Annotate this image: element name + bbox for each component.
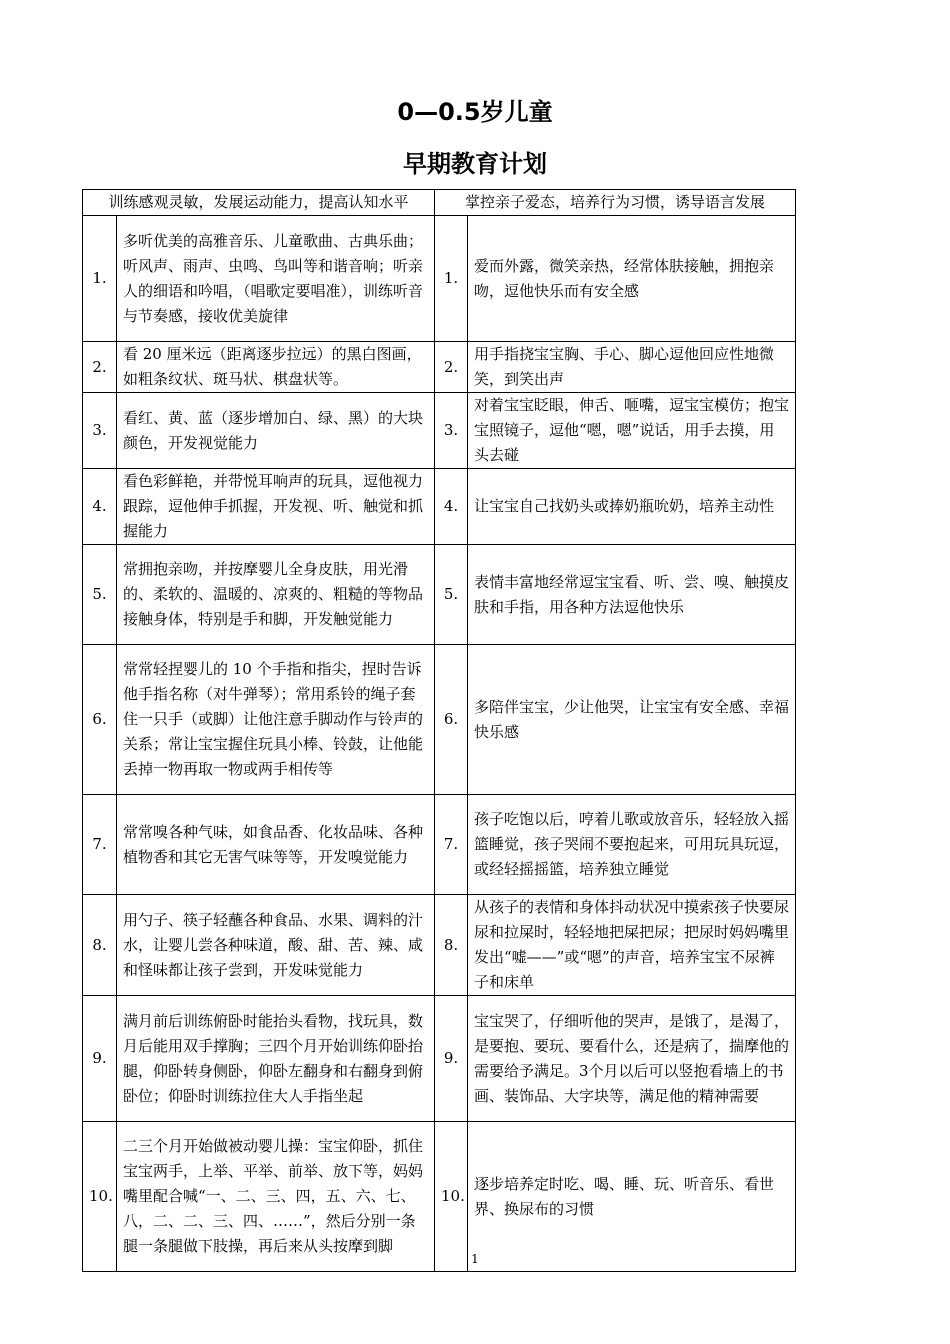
table-row	[83, 1122, 796, 1272]
row-number-left: 8.	[83, 895, 117, 996]
right-activity-cell: 从孩子的表情和身体抖动状况中摸索孩子快要尿尿和拉屎时，轻轻地把屎把尿；把尿时妈妈嘴里发出“嘘——”或“嗯”的声音，培养宝宝不尿裤子和床单	[468, 895, 796, 996]
row-number-left: 7.	[83, 795, 117, 895]
table-body	[83, 216, 796, 1272]
table-row	[83, 469, 796, 545]
right-activity-cell: 表情丰富地经常逗宝宝看、听、尝、嗅、触摸皮肤和手指，用各种方法逗他快乐	[468, 545, 796, 645]
right-activity-cell: 宝宝哭了，仔细听他的哭声，是饿了，是渴了，是要抱、要玩、要看什么，还是病了，揣摩他的需要给予满足。3个月以后可以竖抱看墙上的书画、装饰品、大字块等，满足他的精神需要	[468, 996, 796, 1122]
right-activity-cell: 让宝宝自己找奶头或捧奶瓶吮奶，培养主动性	[468, 469, 796, 545]
row-number-right: 6.	[435, 645, 468, 795]
row-number-left: 3.	[83, 393, 117, 469]
right-activity-cell: 对着宝宝眨眼，伸舌、咂嘴，逗宝宝模仿；抱宝宝照镜子，逗他“嗯，嗯”说话，用手去摸，用头去碰	[468, 393, 796, 469]
page-number: 1	[471, 1252, 479, 1266]
table-row	[83, 795, 796, 895]
right-activity-cell: 孩子吃饱以后，哼着儿歌或放音乐，轻轻放入摇篮睡觉，孩子哭闹不要抱起来，可用玩具玩逗，或经轻摇摇篮，培养独立睡觉	[468, 795, 796, 895]
left-activity-cell: 看色彩鲜艳，并带悦耳响声的玩具，逗他视力跟踪，逗他伸手抓握，开发视、听、触觉和抓握能力	[117, 469, 435, 545]
left-activity-cell: 二三个月开始做被动婴儿操：宝宝仰卧，抓住宝宝两手，上举、平举、前举、放下等，妈妈嘴里配合喊“一、二、三、四，五、六、七、八，二、二、三、四、……”，然后分别一条腿一条腿做下肢操，再后来从头按摩到脚	[117, 1122, 435, 1272]
table-row	[83, 996, 796, 1122]
row-number-right: 7.	[435, 795, 468, 895]
right-edge-line	[795, 189, 796, 1249]
row-number-right: 1.	[435, 216, 468, 342]
education-plan-table	[82, 189, 796, 1272]
row-number-right: 2.	[435, 342, 468, 393]
left-activity-cell: 常常嗅各种气味，如食品香、化妆品味、各种植物香和其它无害气味等等，开发嗅觉能力	[117, 795, 435, 895]
row-number-left: 2.	[83, 342, 117, 393]
left-activity-cell: 看红、黄、蓝（逐步增加白、绿、黑）的大块颜色，开发视觉能力	[117, 393, 435, 469]
left-activity-cell: 满月前后训练俯卧时能抬头看物，找玩具，数月后能用双手撑胸；三四个月开始训练仰卧抬腿，仰卧转身侧卧，仰卧左翻身和右翻身到俯卧位；仰卧时训练拉住大人手指坐起	[117, 996, 435, 1122]
row-number-left: 5.	[83, 545, 117, 645]
table-row	[83, 545, 796, 645]
row-number-left: 6.	[83, 645, 117, 795]
left-activity-cell: 看 20 厘米远（距离逐步拉远）的黑白图画，如粗条纹状、斑马状、棋盘状等。	[117, 342, 435, 393]
row-number-left: 10.	[83, 1122, 117, 1272]
row-number-left: 9.	[83, 996, 117, 1122]
table-header-row	[83, 190, 796, 216]
row-number-right: 9.	[435, 996, 468, 1122]
table-row	[83, 895, 796, 996]
left-activity-cell: 用勺子、筷子轻蘸各种食品、水果、调料的汁水，让婴儿尝各种味道，酸、甜、苦、辣、咸和怪味都让孩子尝到，开发味觉能力	[117, 895, 435, 996]
right-activity-cell: 逐步培养定时吃、喝、睡、玩、听音乐、看世界、换尿布的习惯	[468, 1122, 796, 1272]
row-number-right: 10.	[435, 1122, 468, 1272]
table-row	[83, 216, 796, 342]
left-activity-cell: 常常轻捏婴儿的 10 个手指和指尖，捏时告诉他手指名称（对牛弹琴）；常用系铃的绳子套住一只手（或脚）让他注意手脚动作与铃声的关系；常让宝宝握住玩具小棒、铃鼓，让他能丢掉一物再取一物或两手相传等	[117, 645, 435, 795]
left-activity-cell: 多听优美的高雅音乐、儿童歌曲、古典乐曲；听风声、雨声、虫鸣、鸟叫等和谐音响；听亲人的细语和吟唱，（唱歌定要唱准），训练听音与节奏感，接收优美旋律	[117, 216, 435, 342]
header-left: 训练感观灵敏，发展运动能力，提高认知水平	[83, 190, 435, 216]
right-activity-cell: 爱而外露，微笑亲热，经常体肤接触，拥抱亲吻，逗他快乐而有安全感	[468, 216, 796, 342]
table-row	[83, 645, 796, 795]
title-age-range: 0—0.5岁儿童	[397, 98, 553, 126]
row-number-left: 4.	[83, 469, 117, 545]
right-activity-cell: 用手指挠宝宝胸、手心、脚心逗他回应性地微笑，到笑出声	[468, 342, 796, 393]
left-activity-cell: 常拥抱亲吻，并按摩婴儿全身皮肤，用光滑的、柔软的、温暖的、凉爽的、粗糙的等物品接触身体，特别是手和脚，开发触觉能力	[117, 545, 435, 645]
row-number-right: 4.	[435, 469, 468, 545]
table-row	[83, 393, 796, 469]
title-plan: 早期教育计划	[403, 150, 547, 178]
right-activity-cell: 多陪伴宝宝，少让他哭，让宝宝有安全感、幸福快乐感	[468, 645, 796, 795]
header-right: 掌控亲子爱态，培养行为习惯，诱导语言发展	[435, 190, 796, 216]
row-number-left: 1.	[83, 216, 117, 342]
table-row	[83, 342, 796, 393]
row-number-right: 8.	[435, 895, 468, 996]
row-number-right: 5.	[435, 545, 468, 645]
row-number-right: 3.	[435, 393, 468, 469]
